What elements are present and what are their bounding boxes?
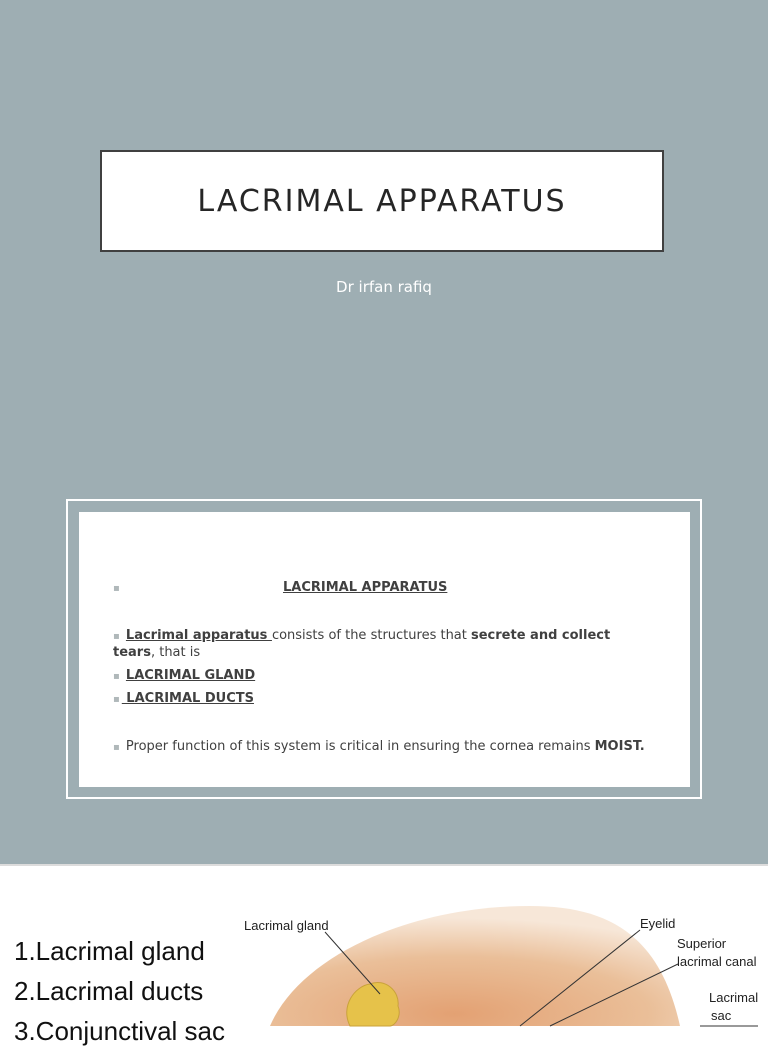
face-skin-shape [270, 906, 680, 1026]
bullet-function [113, 739, 673, 756]
function-bold: MOIST. [594, 739, 645, 754]
bullet-lacrimal-ducts [113, 691, 254, 708]
title-box [100, 150, 664, 252]
label-lacrimal-gland: Lacrimal gland [244, 918, 329, 933]
definition-term: Lacrimal apparatus [125, 628, 272, 643]
item-lacrimal-gland: LACRIMAL GLAND [125, 668, 256, 683]
bullet-dot-icon: ▪ [113, 583, 120, 594]
bullet-dot-icon: ▪ [113, 742, 120, 753]
content-heading: LACRIMAL APPARATUS [283, 580, 448, 595]
definition-text: consists of the structures that [271, 628, 471, 643]
list-item-lacrimal-ducts: 2.Lacrimal ducts [14, 976, 204, 1006]
label-sac-line1: Lacrimal [709, 990, 759, 1005]
content-slide [0, 432, 768, 864]
label-eyelid: Eyelid [640, 916, 676, 931]
bullet-dot-icon: ▪ [113, 671, 120, 682]
function-text: Proper function of this system is critical in ensuring the cornea remains [125, 739, 595, 754]
bullet-definition [113, 628, 653, 661]
bullet-dot-icon: ▪ [113, 694, 120, 705]
slide-title: LACRIMAL APPARATUS [197, 183, 567, 219]
bullet-lacrimal-gland [113, 668, 255, 685]
content-box [79, 512, 690, 787]
label-superior-line2: lacrimal canal [677, 954, 757, 969]
bullet-dot-icon: ▪ [113, 631, 120, 642]
list-item-lacrimal-gland: 1.Lacrimal gland [14, 936, 205, 966]
diagram-slide [0, 864, 768, 1046]
eye-anatomy-diagram [230, 866, 768, 1026]
definition-tail: , that is [150, 645, 201, 660]
label-sac-line2: sac [711, 1008, 732, 1023]
label-superior-line1: Superior [677, 936, 727, 951]
definition-bold: secrete and collect tears [113, 628, 611, 660]
item-lacrimal-ducts: LACRIMAL DUCTS [121, 691, 254, 706]
bullet-heading [113, 580, 673, 597]
author-name: Dr irfan rafiq [336, 278, 432, 296]
title-slide [0, 0, 768, 432]
list-item-conjunctival-sac: 3.Conjunctival sac [14, 1016, 225, 1046]
